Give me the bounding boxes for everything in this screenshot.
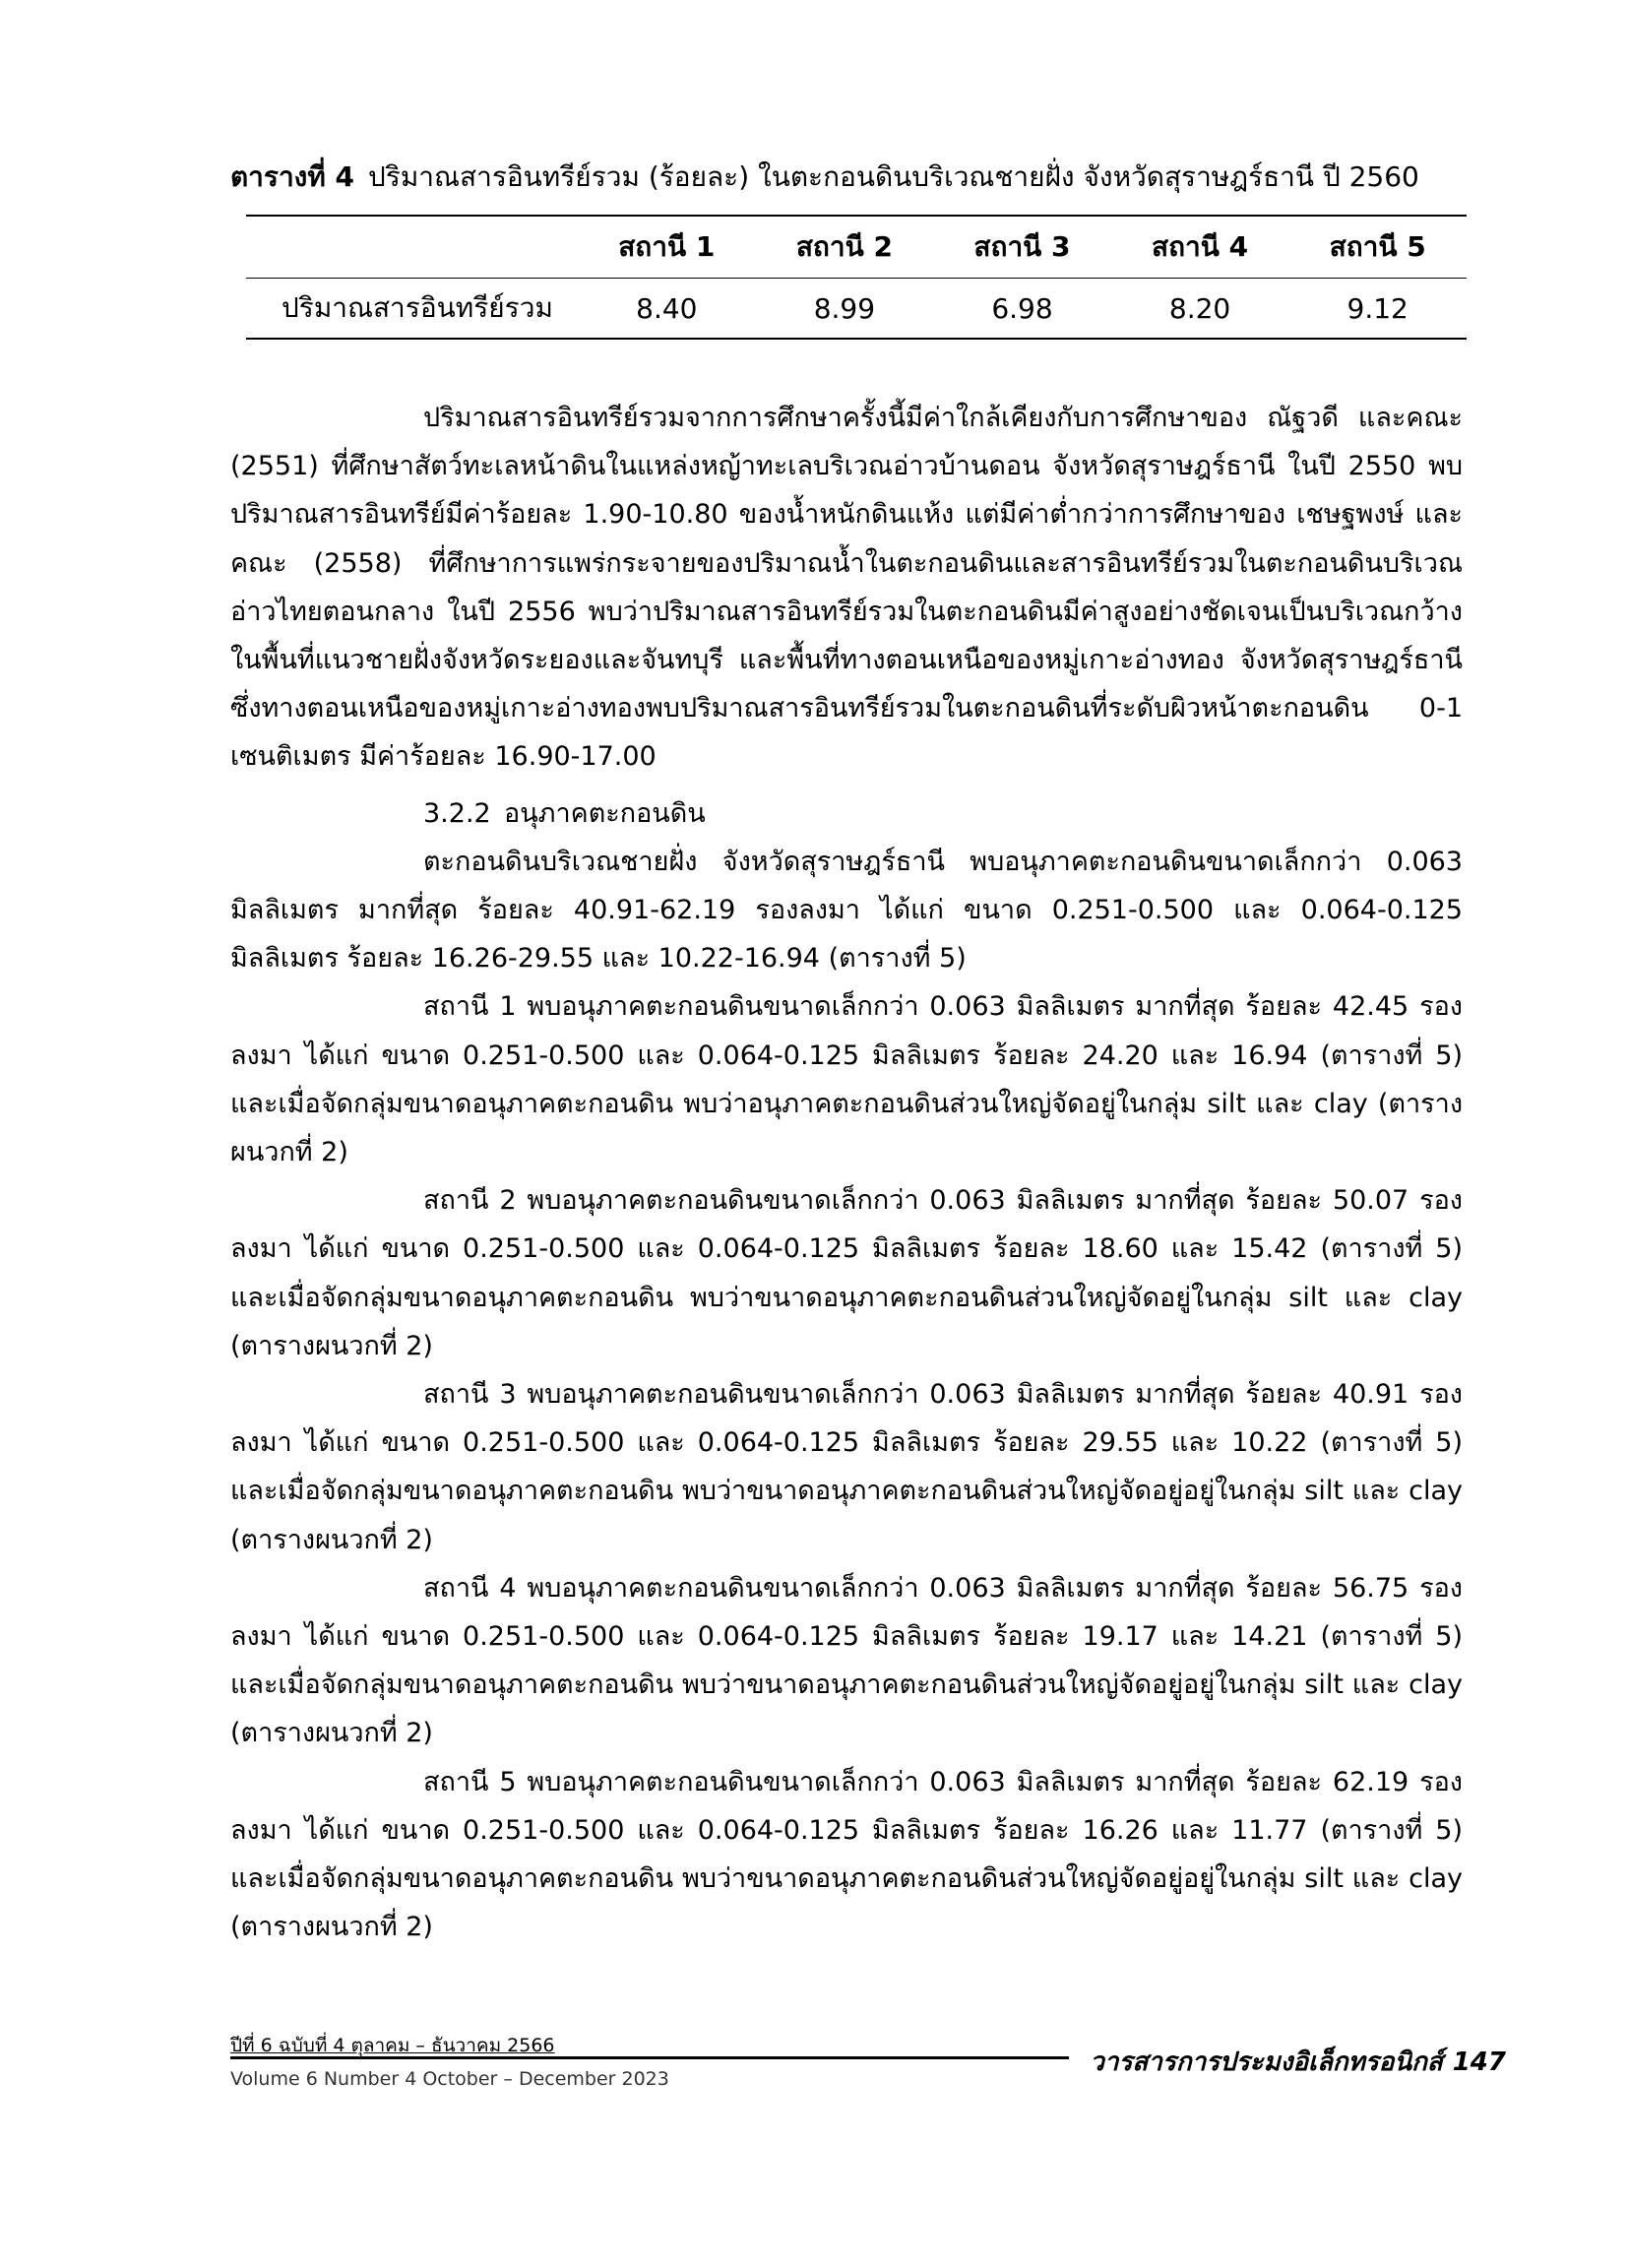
table-caption-text: ปริมาณสารอินทรีย์รวม (ร้อยละ) ในตะกอนดินบริเวณชายฝั่ง จังหวัดสุราษฎร์ธานี ปี 2560 [368, 160, 1419, 193]
page-number: 147 [1452, 2048, 1506, 2077]
footer-journal [1090, 2042, 1506, 2082]
footer-issue-english: Volume 6 Number 4 October – December 2023 [230, 2068, 669, 2090]
section-heading [230, 789, 1463, 838]
footer-issue-info [230, 2034, 669, 2091]
table-header-station-5: สถานี 5 [1288, 216, 1467, 279]
section-title: อนุภาคตะกอนดิน [504, 797, 706, 829]
table-header-station-4: สถานี 4 [1111, 216, 1289, 279]
paragraph-organic-matter-discussion: ปริมาณสารอินทรีย์รวมจากการศึกษาครั้งนี้มีค่าใกล้เคียงกับการศึกษาของ ณัฐวดี และคณะ (2551) ที่ศึกษาสัตว์ทะเลหน้าดินในแหล่งหญ้าทะเลบริเวณอ่าวบ้านดอน จังหวัดสุราษฎร์ธานี ในปี 2550 พบปริมาณสารอินทรีย์มีค่าร้อยละ 1.90-10.80 ของน้ำหนักดินแห้ง แต่มีค่าต่ำกว่าการศึกษาของ เชษฐพงษ์ และคณะ (2558) ที่ศึกษาการแพร่กระจายของปริมาณน้ำในตะกอนดินและสารอินทรีย์รวมในตะกอนดินบริเวณอ่าวไทยตอนกลาง ในปี 2556 พบว่าปริมาณสารอินทรีย์รวมในตะกอนดินมีค่าสูงอย่างชัดเจนเป็นบริเวณกว้างในพื้นที่แนวชายฝั่งจังหวัดระยองและจันทบุรี และพื้นที่ทางตอนเหนือของหมู่เกาะอ่างทอง จังหวัดสุราษฎร์ธานี ซึ่งทางตอนเหนือของหมู่เกาะอ่างทองพบปริมาณสารอินทรีย์รวมในตะกอนดินที่ระดับผิวหน้าตะกอนดิน 0-1 เซนติเมตร มีค่าร้อยละ 16.90-17.00 [230, 403, 1463, 773]
table-header-row [246, 216, 1467, 279]
table-row-label: ปริมาณสารอินทรีย์รวม [246, 279, 578, 340]
footer-issue-thai: ปีที่ 6 ฉบับที่ 4 ตุลาคม – ธันวาคม 2566 [230, 2035, 555, 2056]
paragraph-station-2: สถานี 2 พบอนุภาคตะกอนดินขนาดเล็กกว่า 0.063 มิลลิเมตร มากที่สุด ร้อยละ 50.07 รองลงมา ได้แก่ ขนาด 0.251-0.500 และ 0.064-0.125 มิลลิเมตร ร้อยละ 18.60 และ 15.42 (ตารางที่ 5) และเมื่อจัดกลุ่มขนาดอนุภาคตะกอนดิน พบว่าขนาดอนุภาคตะกอนดินส่วนใหญ่จัดอยู่ในกลุ่ม silt และ clay (ตารางผนวกที่ 2) [230, 1185, 1463, 1361]
paragraph-station-1: สถานี 1 พบอนุภาคตะกอนดินขนาดเล็กกว่า 0.063 มิลลิเมตร มากที่สุด ร้อยละ 42.45 รองลงมา ได้แก่ ขนาด 0.251-0.500 และ 0.064-0.125 มิลลิเมตร ร้อยละ 24.20 และ 16.94 (ตารางที่ 5) และเมื่อจัดกลุ่มขนาดอนุภาคตะกอนดิน พบว่าอนุภาคตะกอนดินส่วนใหญ่จัดอยู่ในกลุ่ม silt และ clay (ตารางผนวกที่ 2) [230, 991, 1463, 1168]
table-header-station-3: สถานี 3 [933, 216, 1111, 279]
table-header-station-2: สถานี 2 [756, 216, 934, 279]
table-caption-label: ตารางที่ 4 [230, 160, 355, 193]
table-header-blank [246, 216, 578, 279]
body-text [230, 394, 1463, 1952]
organic-matter-table [246, 215, 1467, 340]
table-cell-station-2: 8.99 [756, 279, 934, 340]
table-row [246, 279, 1467, 340]
paragraph-sediment-overview: ตะกอนดินบริเวณชายฝั่ง จังหวัดสุราษฎร์ธานี พบอนุภาคตะกอนดินขนาดเล็กกว่า 0.063 มิลลิเมตร มากที่สุด ร้อยละ 40.91-62.19 รองลงมา ได้แก่ ขนาด 0.251-0.500 และ 0.064-0.125 มิลลิเมตร ร้อยละ 16.26-29.55 และ 10.22-16.94 (ตารางที่ 5) [230, 846, 1463, 975]
section-number: 3.2.2 [423, 797, 491, 829]
table-cell-station-4: 8.20 [1111, 279, 1289, 340]
paragraph-station-3: สถานี 3 พบอนุภาคตะกอนดินขนาดเล็กกว่า 0.063 มิลลิเมตร มากที่สุด ร้อยละ 40.91 รองลงมา ได้แก่ ขนาด 0.251-0.500 และ 0.064-0.125 มิลลิเมตร ร้อยละ 29.55 และ 10.22 (ตารางที่ 5) และเมื่อจัดกลุ่มขนาดอนุภาคตะกอนดิน พบว่าขนาดอนุภาคตะกอนดินส่วนใหญ่จัดอยู่อยู่ในกลุ่ม silt และ clay (ตารางผนวกที่ 2) [230, 1379, 1463, 1555]
table-cell-station-1: 8.40 [578, 279, 756, 340]
footer-journal-name: วารสารการประมงอิเล็กทรอนิกส์ [1090, 2048, 1443, 2077]
table-cell-station-5: 9.12 [1288, 279, 1467, 340]
table-header-station-1: สถานี 1 [578, 216, 756, 279]
table-caption [230, 158, 1471, 197]
paragraph-station-5: สถานี 5 พบอนุภาคตะกอนดินขนาดเล็กกว่า 0.063 มิลลิเมตร มากที่สุด ร้อยละ 62.19 รองลงมา ได้แก่ ขนาด 0.251-0.500 และ 0.064-0.125 มิลลิเมตร ร้อยละ 16.26 และ 11.77 (ตารางที่ 5) และเมื่อจัดกลุ่มขนาดอนุภาคตะกอนดิน พบว่าขนาดอนุภาคตะกอนดินส่วนใหญ่จัดอยู่อยู่ในกลุ่ม silt และ clay (ตารางผนวกที่ 2) [230, 1766, 1463, 1943]
table-cell-station-3: 6.98 [933, 279, 1111, 340]
paragraph-station-4: สถานี 4 พบอนุภาคตะกอนดินขนาดเล็กกว่า 0.063 มิลลิเมตร มากที่สุด ร้อยละ 56.75 รองลงมา ได้แก่ ขนาด 0.251-0.500 และ 0.064-0.125 มิลลิเมตร ร้อยละ 19.17 และ 14.21 (ตารางที่ 5) และเมื่อจัดกลุ่มขนาดอนุภาคตะกอนดิน พบว่าขนาดอนุภาคตะกอนดินส่วนใหญ่จัดอยู่อยู่ในกลุ่ม silt และ clay (ตารางผนวกที่ 2) [230, 1572, 1463, 1749]
